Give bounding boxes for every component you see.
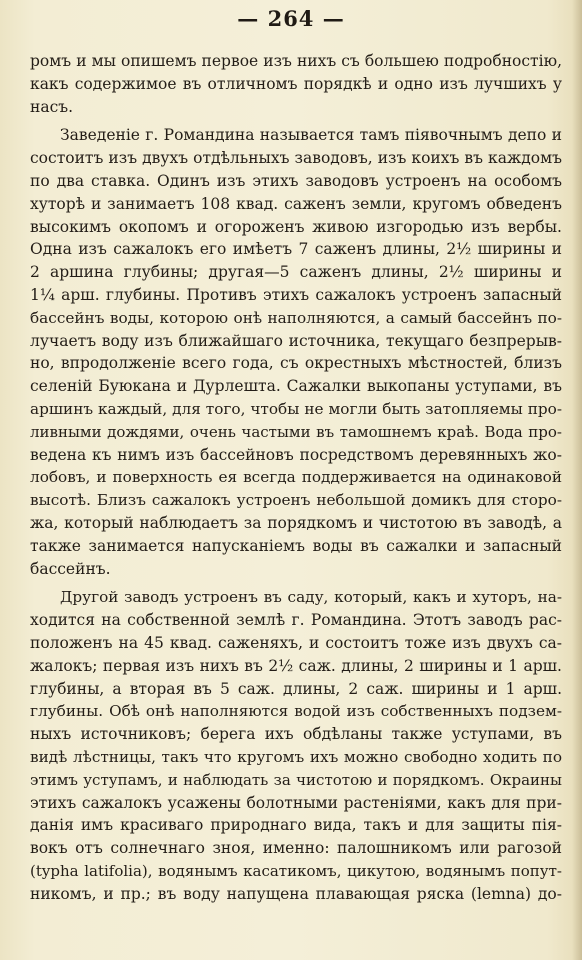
- text-line: насъ.: [30, 97, 74, 116]
- paragraph-2: [30, 124, 562, 580]
- text-line: хуторѣ и занимаетъ 108 квад. саженъ земли, кругомъ обведенъ: [30, 194, 562, 213]
- paragraph-1: [30, 50, 562, 118]
- text-line: жалокъ; первая изъ нихъ въ 2½ саж. длины, 2 ширины и 1 арш.: [30, 656, 562, 675]
- paragraph-3: [30, 586, 562, 905]
- text-line: какъ содержимое въ отличномъ порядкѣ и одно изъ лучшихъ у: [30, 74, 562, 93]
- text-line: глубины, а вторая въ 5 саж. длины, 2 саж. ширины и 1 арш.: [30, 679, 562, 698]
- text-line: по два ставка. Одинъ изъ этихъ заводовъ устроенъ на особомъ: [30, 171, 562, 190]
- text-line: высокимъ окопомъ и огороженъ живою изгородью изъ вербы.: [30, 217, 562, 236]
- text-line: селеній Буюкана и Дурлешта. Сажалки выкопаны уступами, въ: [30, 377, 562, 396]
- text-line: ныхъ источниковъ; берега ихъ обдѣланы также уступами, въ: [30, 725, 562, 744]
- page-edge-shadow: [572, 0, 582, 960]
- text-line: ведена къ нимъ изъ бассейновъ посредствомъ деревянныхъ жо-: [30, 445, 562, 464]
- text-line: видѣ лѣстницы, такъ что кругомъ ихъ можно свободно ходить по: [30, 747, 562, 766]
- body-text: [30, 50, 562, 905]
- text-line: бассейнъ воды, которою онѣ наполняются, а самый бассейнъ по-: [30, 308, 562, 327]
- text-line: жа, который наблюдаетъ за порядкомъ и чистотою въ заводѣ, а: [30, 513, 562, 532]
- text-line: высотѣ. Близъ сажалокъ устроенъ небольшой домикъ для сторо-: [30, 491, 562, 510]
- text-line: ливными дождями, очень частыми въ тамошнемъ краѣ. Вода про-: [30, 422, 562, 441]
- text-line: никомъ, и пр.; въ воду напущена плавающая ряска (lemna) до-: [30, 884, 562, 903]
- text-line: ходится на собственной землѣ г. Романдина. Этотъ заводъ рас-: [30, 611, 562, 630]
- text-line: данія имъ красиваго природнаго вида, такъ и для защиты пія-: [30, 816, 562, 835]
- text-line: Заведеніе г. Романдина называется тамъ піявочнымъ депо и: [60, 126, 562, 145]
- text-line: глубины. Обѣ онѣ наполняются водой изъ собственныхъ подзем-: [30, 702, 562, 721]
- text-line: Одна изъ сажалокъ его имѣетъ 7 саженъ длины, 2½ ширины и: [30, 240, 562, 259]
- text-line: этимъ уступамъ, и наблюдать за чистотою и порядкомъ. Окраины: [30, 770, 562, 789]
- text-line: вокъ отъ солнечнаго зноя, именно: палошникомъ или рагозой: [30, 839, 562, 858]
- text-line: лобовъ, и поверхность ея всегда поддерживается на одинаковой: [30, 468, 562, 487]
- text-line: (typha latifolia), водянымъ касатикомъ, цикутою, водянымъ попут-: [30, 861, 562, 880]
- text-line: 2 аршина глубины; другая—5 саженъ длины, 2½ ширины и: [30, 263, 562, 282]
- text-line: Другой заводъ устроенъ въ саду, который, какъ и хуторъ, на-: [60, 588, 562, 607]
- text-line: лучаетъ воду изъ ближайшаго источника, текущаго безпрерыв-: [30, 331, 562, 350]
- text-line: 1¼ арш. глубины. Противъ этихъ сажалокъ устроенъ запасный: [30, 285, 562, 304]
- page-number: — 264 —: [237, 6, 345, 31]
- text-line: бассейнъ.: [30, 559, 111, 578]
- text-line: этихъ сажалокъ усажены болотными растеніями, какъ для при-: [30, 793, 562, 812]
- text-line: аршинъ каждый, для того, чтобы не могли быть затопляемы про-: [30, 399, 562, 418]
- text-line: но, впродолженіе всего года, съ окрестныхъ мѣстностей, близъ: [30, 354, 562, 373]
- text-line: также занимается напусканіемъ воды въ сажалки и запасный: [30, 536, 562, 555]
- text-line: ромъ и мы опишемъ первое изъ нихъ съ большею подробностію,: [30, 52, 562, 70]
- text-line: состоитъ изъ двухъ отдѣльныхъ заводовъ, изъ коихъ въ каждомъ: [30, 149, 562, 168]
- text-line: положенъ на 45 квад. саженяхъ, и состоитъ тоже изъ двухъ са-: [30, 633, 562, 652]
